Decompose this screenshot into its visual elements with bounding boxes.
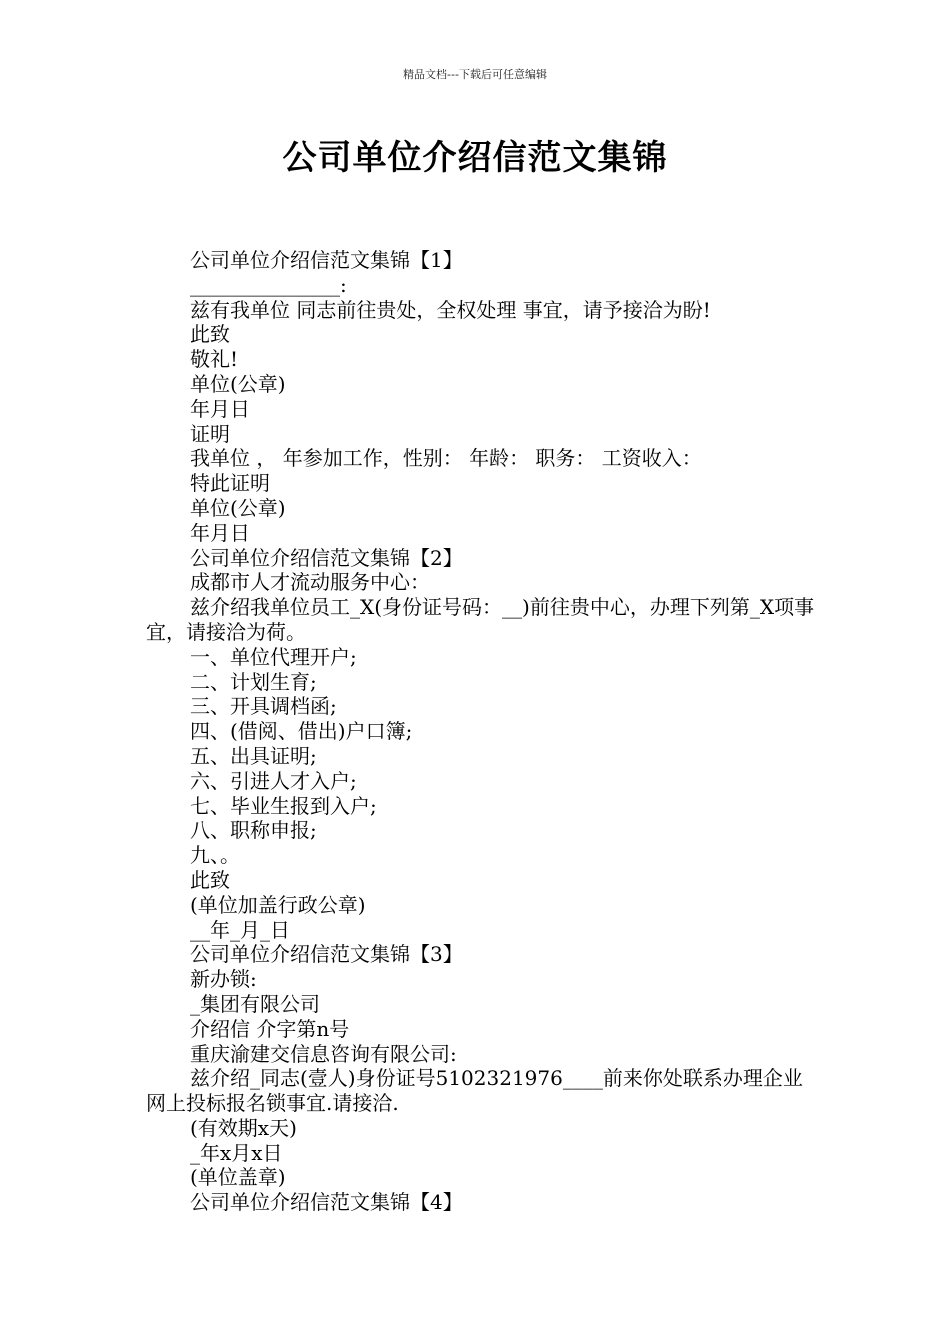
list-item: 六、引进人才入户; — [190, 768, 357, 793]
header-note: 精品文档---下载后可任意编辑 — [403, 68, 547, 81]
document-body — [146, 248, 816, 1215]
closing: 此致 — [190, 322, 230, 347]
text-line: _集团有限公司 — [190, 991, 320, 1016]
text-line: (有效期x天) — [190, 1115, 297, 1140]
list-item: 九、。 — [190, 843, 240, 868]
list-item: 五、出具证明; — [190, 743, 317, 768]
paragraph: 兹介绍我单位员工_X(身份证号码：__)前往贵中心，办理下列第_X项事宜，请接洽为荷。 — [146, 595, 815, 644]
section-heading: 公司单位介绍信范文集锦【4】 — [190, 1190, 463, 1215]
list-item: 一、单位代理开户; — [190, 644, 357, 669]
list-item: 八、职称申报; — [190, 818, 317, 843]
signature-line: (单位盖章) — [190, 1165, 286, 1190]
signature-line: 单位(公章) — [190, 495, 286, 520]
paragraph: 兹有我单位 同志前往贵处，全权处理 事宜，请予接洽为盼! — [190, 297, 711, 322]
paragraph: 兹介绍_同志(壹人)身份证号5102321976____前来你处联系办理企业网上投标报名锁事宜.请接洽. — [146, 1066, 803, 1116]
section-heading: 公司单位介绍信范文集锦【3】 — [190, 942, 463, 967]
addressee: 成都市人才流动服务中心： — [190, 570, 430, 595]
list-item: 二、计划生育; — [190, 669, 317, 694]
text-line: 介绍信 介字第n号 — [190, 1016, 350, 1041]
addressee: 重庆渝建交信息咨询有限公司: — [190, 1041, 457, 1066]
list-item: 四、(借阅、借出)户口簿; — [190, 719, 413, 744]
document-title: 公司单位介绍信范文集锦 — [282, 138, 668, 178]
closing: 特此证明 — [190, 471, 270, 496]
signature-line: 单位(公章) — [190, 371, 286, 396]
section-heading: 公司单位介绍信范文集锦【1】 — [190, 248, 463, 272]
signature-line: (单位加盖行政公章) — [190, 892, 366, 917]
section-heading: 公司单位介绍信范文集锦【2】 — [190, 545, 463, 570]
paragraph: 我单位 ， 年参加工作，性别： 年龄： 职务： 工资收入： — [190, 446, 702, 471]
addressee-blank: _______________: — [190, 272, 347, 297]
date-line: 年月日 — [190, 520, 250, 545]
text-line: 新办锁: — [190, 967, 257, 992]
list-item: 三、开具调档函; — [190, 694, 337, 719]
date-line: __年_月_日 — [190, 917, 290, 942]
date-line: 年月日 — [190, 396, 250, 421]
closing: 敬礼! — [190, 347, 239, 372]
subheading: 证明 — [190, 421, 230, 446]
date-line: _年x月x日 — [190, 1140, 283, 1165]
closing: 此致 — [190, 867, 230, 892]
list-item: 七、毕业生报到入户; — [190, 793, 377, 818]
